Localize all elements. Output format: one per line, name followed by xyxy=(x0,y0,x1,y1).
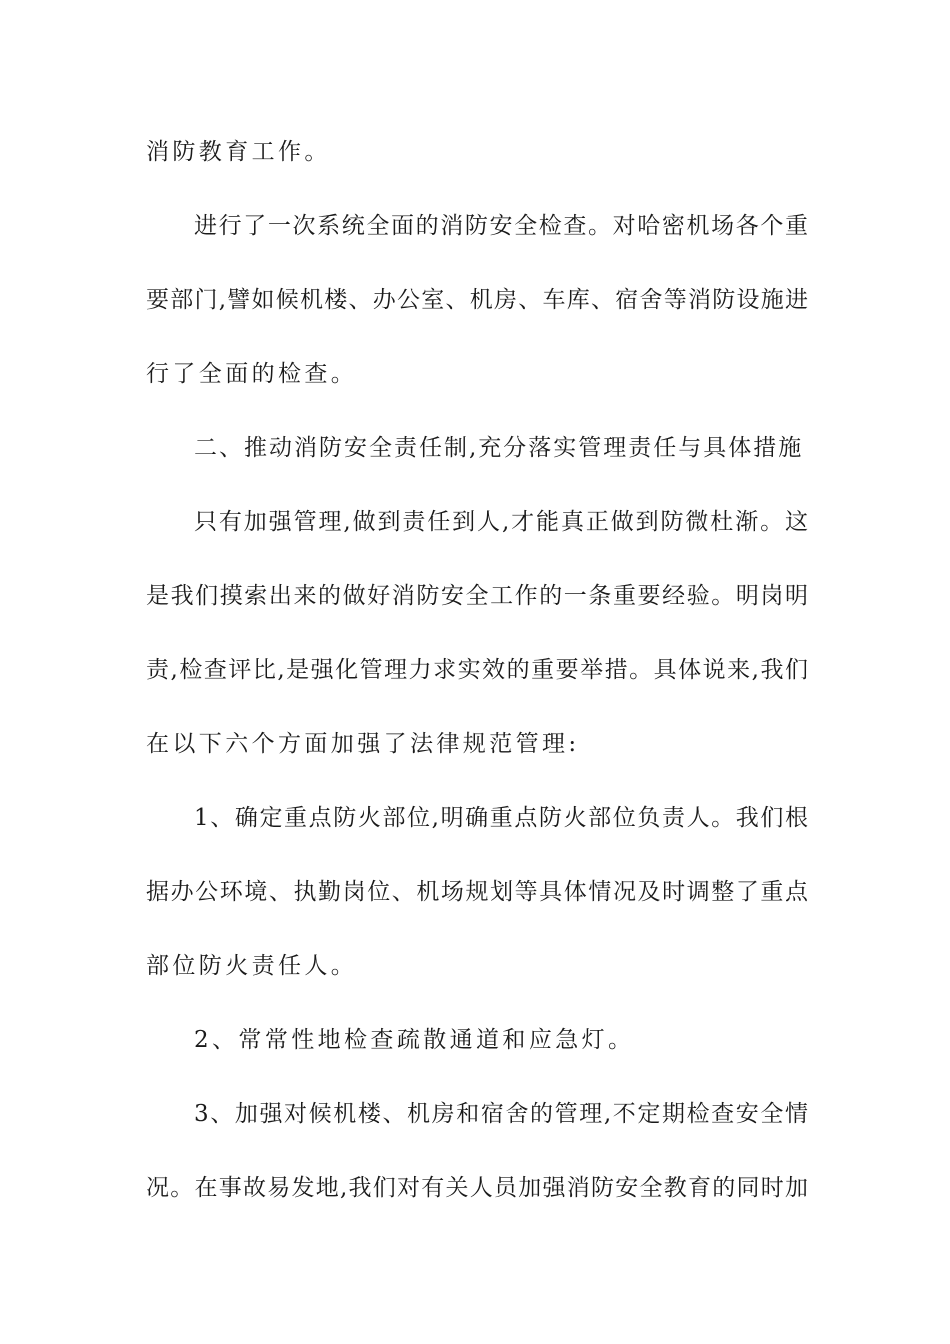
section-heading: 二、推动消防安全责任制,充分落实管理责任与具体措施 xyxy=(194,435,804,461)
text-line-6: 只有加强管理,做到责任到人,才能真正做到防微杜渐。这 xyxy=(194,509,808,535)
text-line-2: 进行了一次系统全面的消防安全检查。对哈密机场各个重 xyxy=(194,213,808,239)
list-item-3-line-1: 3、加强对候机楼、机房和宿舍的管理,不定期检查安全情 xyxy=(194,1101,808,1127)
list-item-1-line-2: 据办公环境、执勤岗位、机场规划等具体情况及时调整了重点 xyxy=(146,879,808,905)
list-item-1-line-1: 1、确定重点防火部位,明确重点防火部位负责人。我们根 xyxy=(194,805,808,831)
text-line-4: 行了全面的检查。 xyxy=(146,361,358,387)
text-line-3: 要部门,譬如候机楼、办公室、机房、车库、宿舍等消防设施进 xyxy=(146,287,808,313)
list-item-1-line-3: 部位防火责任人。 xyxy=(146,953,358,979)
text-line-1: 消防教育工作。 xyxy=(146,139,331,165)
text-line-8: 责,检查评比,是强化管理力求实效的重要举措。具体说来,我们 xyxy=(146,657,808,683)
list-item-2: 2、常常性地检查疏散通道和应急灯。 xyxy=(194,1027,635,1053)
text-line-9: 在以下六个方面加强了法律规范管理: xyxy=(146,731,580,757)
list-item-3-line-2: 况。在事故易发地,我们对有关人员加强消防安全教育的同时加 xyxy=(146,1175,808,1201)
text-line-7: 是我们摸索出来的做好消防安全工作的一条重要经验。明岗明 xyxy=(146,583,808,609)
